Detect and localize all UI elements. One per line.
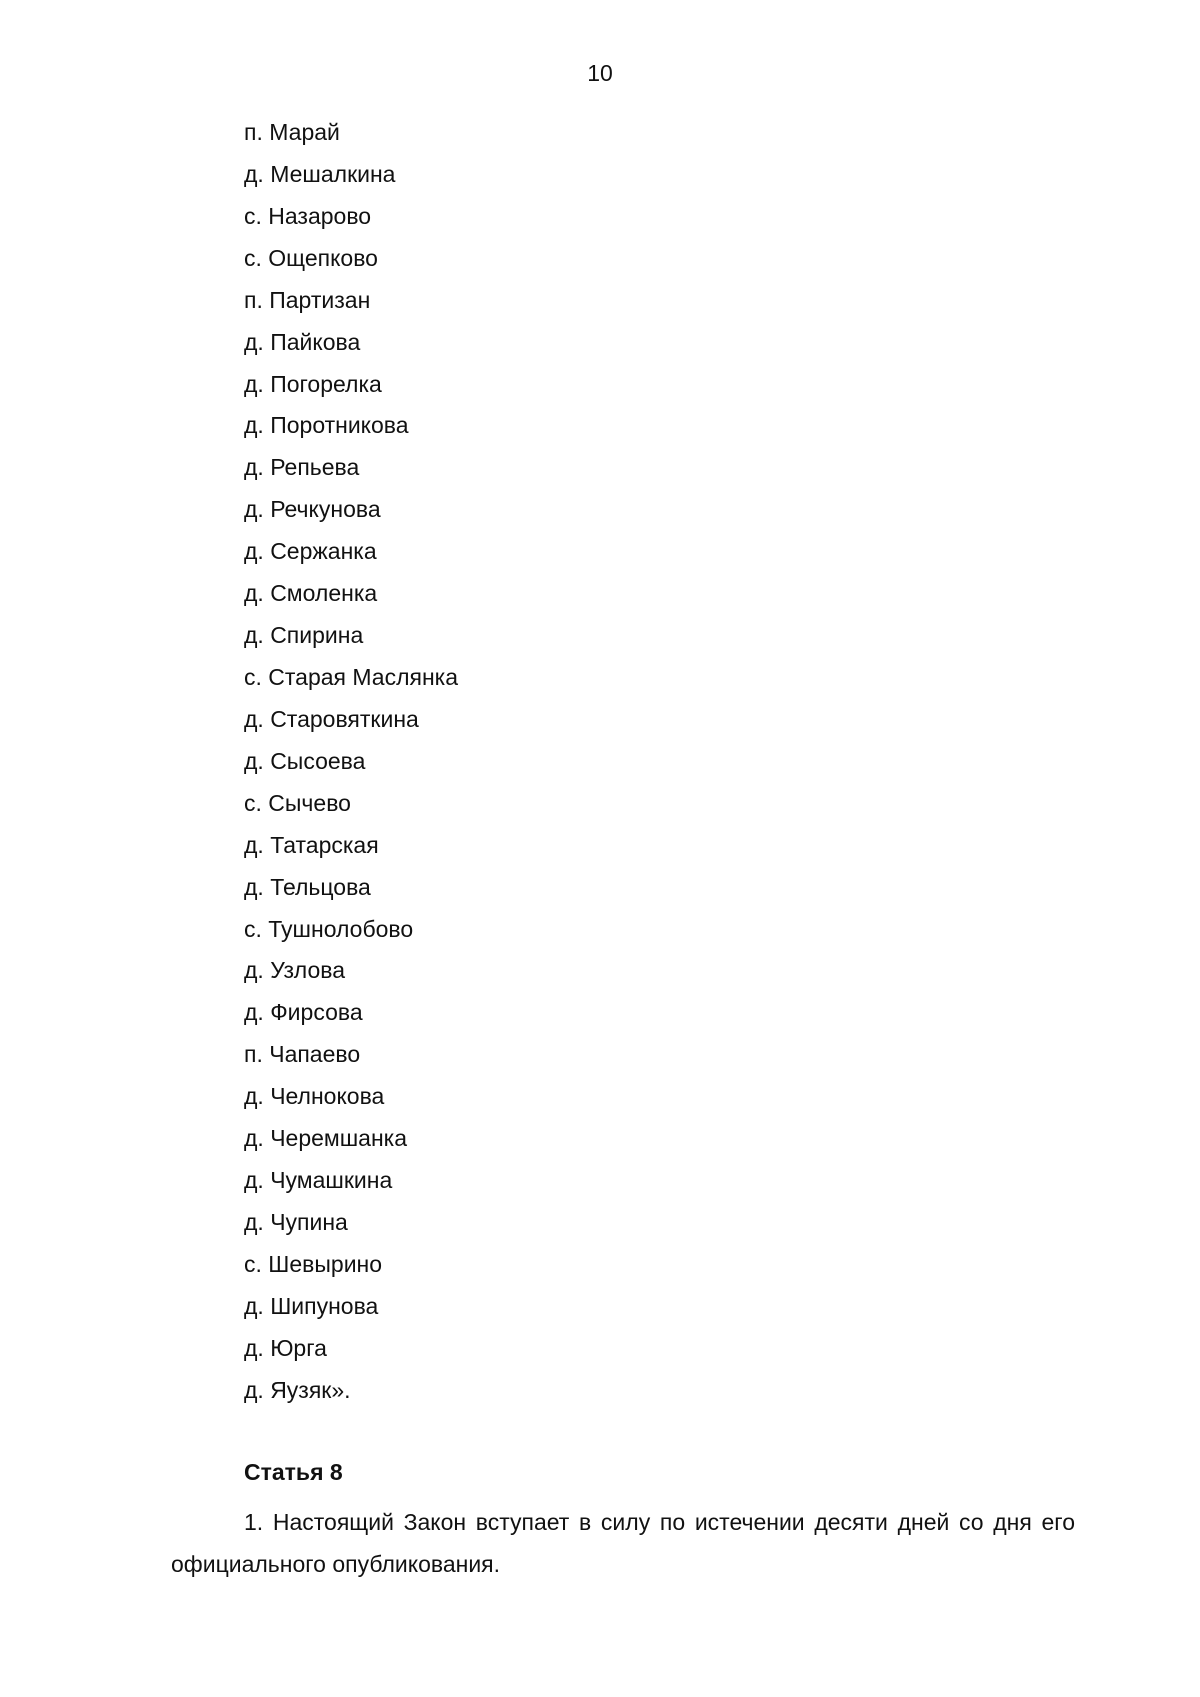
list-item: д. Чупина: [244, 1208, 348, 1235]
list-item: д. Речкунова: [244, 496, 381, 523]
list-item: с. Тушнолобово: [244, 915, 414, 942]
list-item: п. Чапаево: [244, 1041, 361, 1068]
list-item: д. Пайкова: [244, 328, 361, 355]
list-item: с. Ощепково: [244, 244, 378, 271]
list-item: д. Узлова: [244, 957, 346, 984]
list-item: д. Старовяткина: [244, 705, 419, 732]
list-item: д. Фирсова: [244, 999, 363, 1026]
list-item: д. Сысоева: [244, 747, 366, 774]
article-paragraph: 1. Настоящий Закон вступает в силу по истечении десяти дней со дня его официального опубликования.: [171, 1509, 1075, 1577]
list-item: д. Чумашкина: [244, 1167, 393, 1194]
list-item: д. Сержанка: [244, 538, 377, 565]
list-item: п. Марай: [244, 119, 340, 145]
list-item: д. Мешалкина: [244, 160, 396, 187]
list-item: д. Юрга: [244, 1334, 327, 1361]
list-item: с. Старая Маслянка: [244, 663, 459, 690]
settlement-list: [244, 119, 458, 1419]
list-item: д. Поротникова: [244, 412, 409, 439]
page-number: 10: [587, 60, 613, 86]
list-item: д. Погорелка: [244, 370, 382, 397]
list-item: д. Черемшанка: [244, 1125, 408, 1152]
list-item: с. Назарово: [244, 202, 372, 229]
list-item: д. Яузяк».: [244, 1376, 351, 1403]
article-heading: Статья 8: [244, 1459, 343, 1485]
list-item: с. Сычево: [244, 789, 351, 816]
list-item: д. Татарская: [244, 831, 379, 858]
list-item: с. Шевырино: [244, 1250, 383, 1277]
list-item: д. Челнокова: [244, 1083, 385, 1110]
list-item: п. Партизан: [244, 286, 371, 313]
list-item: д. Смоленка: [244, 580, 378, 607]
list-item: д. Спирина: [244, 622, 364, 649]
list-item: д. Шипунова: [244, 1292, 379, 1319]
list-item: д. Тельцова: [244, 873, 371, 900]
list-item: д. Репьева: [244, 454, 360, 481]
